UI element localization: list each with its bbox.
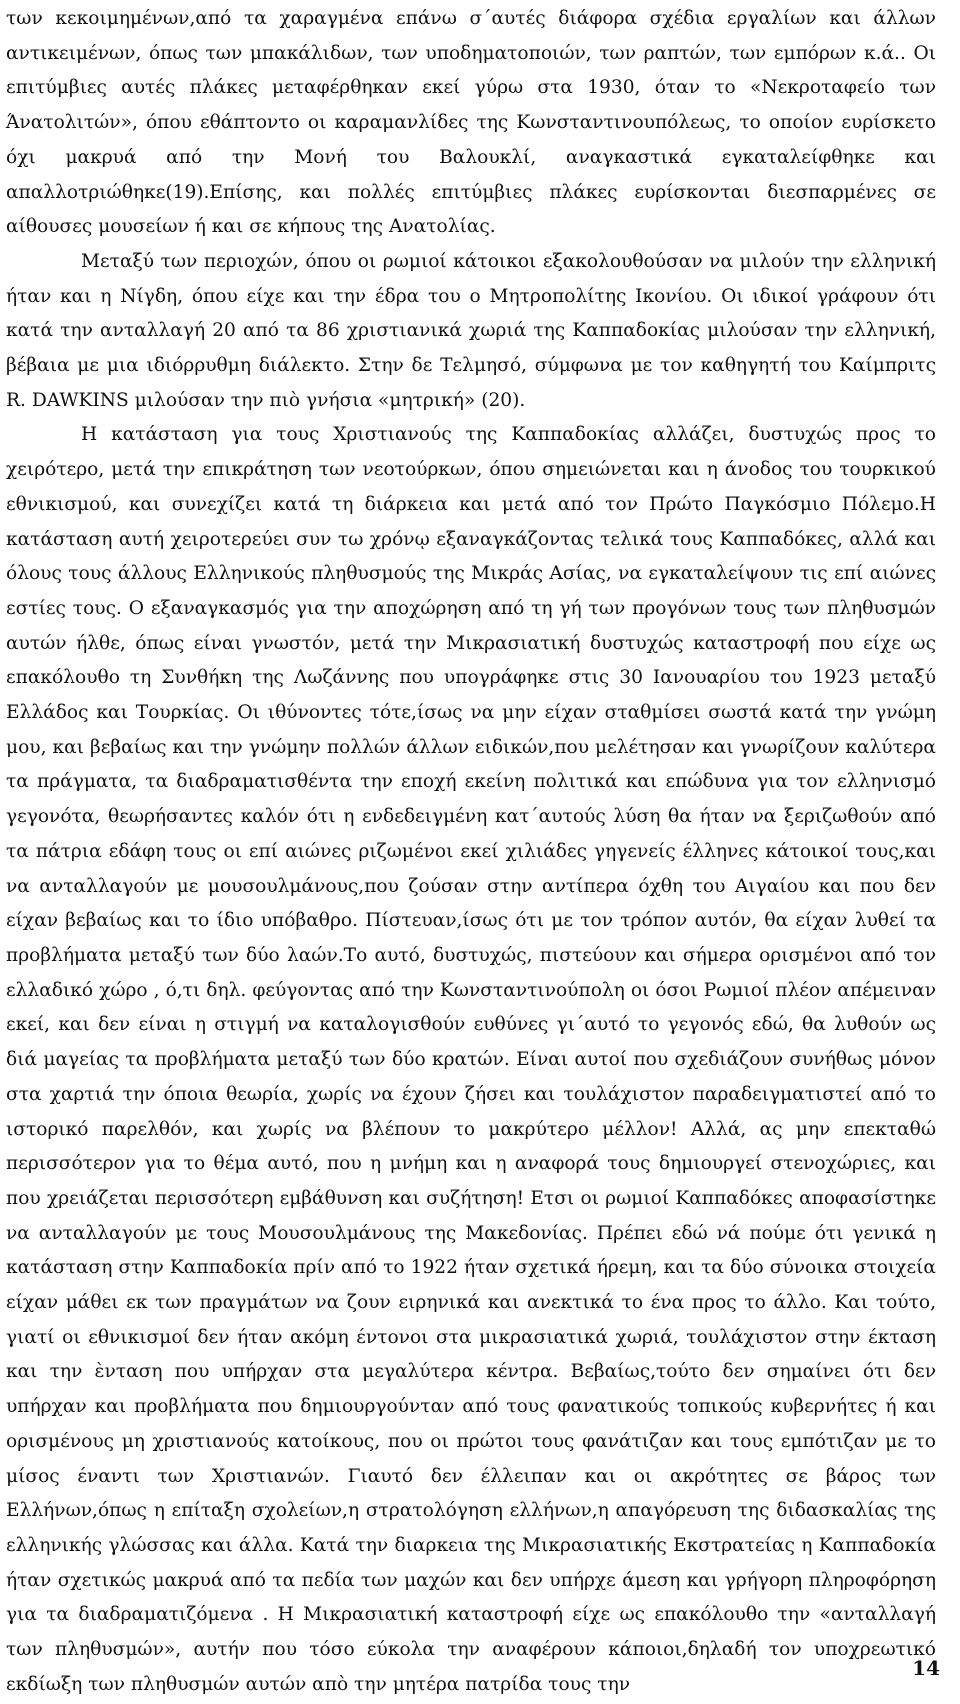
paragraph-2: Μεταξύ των περιοχών, όπου οι ρωμιοί κάτοικοι εξακολουθούσαν να μιλούν την ελληνική ήταν και η Νίγδη, όπου είχε και την έδρα του ο Μητροπολίτης Ικονίου. Οι ιδικοί γράφουν ότι κατά την ανταλλαγή 20 από τα 86 χριστιανικά χωριά της Καππαδοκίας μιλούσαν την ελληνική, βέβαια με μια ιδιόρρυθμη διάλεκτο. Στην δε Τελμησό, σύμφωνα με τον καθηγητή του Καίμπριτς R. DAWKINS μιλούσαν την πιὸ γνήσια «μητρική» (20).	[6, 250, 936, 411]
paragraph-1: των κεκοιμημένων,από τα χαραγμένα επάνω σ΄αυτές διάφορα σχέδια εργαλίων και άλλων αντικειμένων, όπως των μπακάλιδων, των υποδηματοποιών, των ραπτών, των εμπόρων κ.ά.. Οι επιτύμβιες αυτές πλάκες μεταφέρθηκαν εκεί γύρω στα 1930, όταν το «Νεκροταφείο των Άνατολιτών», όπου εθάπτοντο οι καραμανλίδες της Κωνσταντινουπόλεως, το οποίον ευρίσκετο όχι μακρυά από την Μονή του Βαλουκλί, αναγκαστικά εγκαταλείφθηκε και απαλλοτριώθηκε(19).Επίσης, και πολλές επιτύμβιες πλάκες ευρίσκονται διεσπαρμένες σε αίθουσες μουσείων ή και σε κήπους της Ανατολίας.	[6, 8, 936, 238]
page-number: 14	[912, 1656, 940, 1681]
paragraph-3: Η κατάσταση για τους Χριστιανούς της Καππαδοκίας αλλάζει, δυστυχώς προς το χειρότερο, μετά την επικράτηση των νεοτούρκων, όπου σημειώνεται και η άνοδος του τουρκικού εθνικισμού, και συνεχίζει κατά τη διάρκεια και μετά από τον Πρώτο Παγκόσμιο Πόλεμο.Η κατάσταση αυτή χειροτερεύει συν τω χρόνῳ εξαναγκάζοντας τελικά τους Καππαδόκες, αλλά και όλους τους άλλους Ελληνικούς πληθυσμούς της Μικράς Ασίας, να εγκαταλείψουν τις επί αιώνες εστίες τους. Ο εξαναγκασμός για την αποχώρηση από τη γή των προγόνων τους των πληθυσμών αυτών ήλθε, όπως είναι γνωστόν, μετά την Μικρασιατική δυστυχώς καταστροφή που είχε ως επακόλουθο τη Συνθήκη της Λωζάννης που υπογράφηκε στις 30 Ιανουαρίου του 1923 μεταξύ Ελλάδος και Τουρκίας. Οι ιθύνοντες τότε,ίσως να μην είχαν σταθμίσει σωστά κατά την γνώμη μου, και βεβαίως και την γνώμην πολλών άλλων ειδικών,που μελέτησαν και γνωρίζουν καλύτερα τα πράγματα, τα διαδραματισθέντα την εποχή εκείνη πολιτικά και επώδυνα για τον ελληνισμό γεγονότα, θεωρήσαντες καλόν ότι η ενδεδειγμένη κατ΄αυτούς λύση θα ήταν να ξεριζωθούν από τα πάτρια εδάφη τους οι επί αιώνες ριζωμένοι εκεί χιλιάδες γηγενείς έλληνες κάτοικοί τους,και να ανταλλαγούν με μουσουλμάνους,που ζούσαν στην αντίπερα όχθη του Αιγαίου και που δεν είχαν βεβαίως και το ίδιο υπόβαθρο. Πίστευαν,ίσως ότι με τον τρόπον αυτόν, θα είχαν λυθεί τα προβλήματα μεταξύ των δύο λαών.Το αυτό, δυστυχώς, πιστεύουν και σήμερα ορισμένοι από τον ελλαδικό χώρο , ό,τι δηλ. φεύγοντας από την Κωνσταντινούπολη οι όσοι Ρωμιοί πλέον απέμειναν εκεί, και δεν είναι η στιγμή να καταλογισθούν ευθύνες γι΄αυτό το γεγονός εδώ, θα λυθούν ως διά μαγείας τα προβλήματα μεταξύ των δύο κρατών. Είναι αυτοί που σχεδιάζουν συνήθως μόνον στα χαρτιά την όποια θεωρία, χωρίς να έχουν ζήσει και τουλάχιστον παραδειγματιστεί από το ιστορικό παρελθόν, και χωρίς να βλέπουν το μακρύτερο μέλλον! Αλλά, ας μην επεκταθώ περισσότερον για το θέμα αυτό, που η μνήμη και η αναφορά τους δημιουργεί στενοχώριες, και που χρειάζεται περισσότερη εμβάθυνση και συζήτηση! Ετσι οι ρωμιοί Καππαδόκες αποφασίστηκε να ανταλλαγούν με τους Μουσουλμάνους της Μακεδονίας. Πρέπει εδώ νά πούμε ότι γενικά η κατάσταση στην Καππαδοκία πρίν από το 1922 ήταν σχετικά ήρεμη, και τα δύο σύνοικα στοιχεία είχαν μάθει εκ των πραγμάτων να ζουν ειρηνικά και ανεκτικά το ένα προς το άλλο. Και τούτο, γιατί οι εθνικισμοί δεν ήταν ακόμη έντονοι στα μικρασιατικά χωριά, τουλάχιστον στην έκταση και την ὲνταση που υπήρχαν στα μεγαλύτερα κέντρα. Βεβαίως,τούτο δεν σημαίνει ότι δεν υπήρχαν και προβλήματα που δημιουργούνταν από τους φανατικούς τοπικούς κυβερνήτες ή και ορισμένους μη χριστιανούς κατοίκους, που οι πρώτοι τους φανάτιζαν και τους εμπότιζαν με το μίσος έναντι των Χριστιανών. Γιαυτό δεν έλλειπαν και οι ακρότητες σε βάρος των Ελλήνων,όπως η επίταξη σχολείων,η στρατολόγηση ελλήνων,η απαγόρευση της διδασκαλίας της ελληνικής γλώσσας και άλλα. Κατά την διαρκεια της Μικρασιατικής Εκστρατείας η Καππαδοκία ήταν σχετικώς μακρυά από τα πεδία των μαχών και δεν υπήρχε άμεση και γρήγορη πληροφόρηση για τα διαδραματιζόμενα . Η Μικρασιατική καταστροφή είχε ως επακόλουθο την «ανταλλαγή των πληθυσμών», αυτήν που τόσο εύκολα την αναφέρουν κάποιοι,δηλαδή τον υποχρεωτικό εκδίωξη των πληθυσμών αυτών απὸ την μητέρα πατρίδα τους την	[6, 424, 936, 1695]
